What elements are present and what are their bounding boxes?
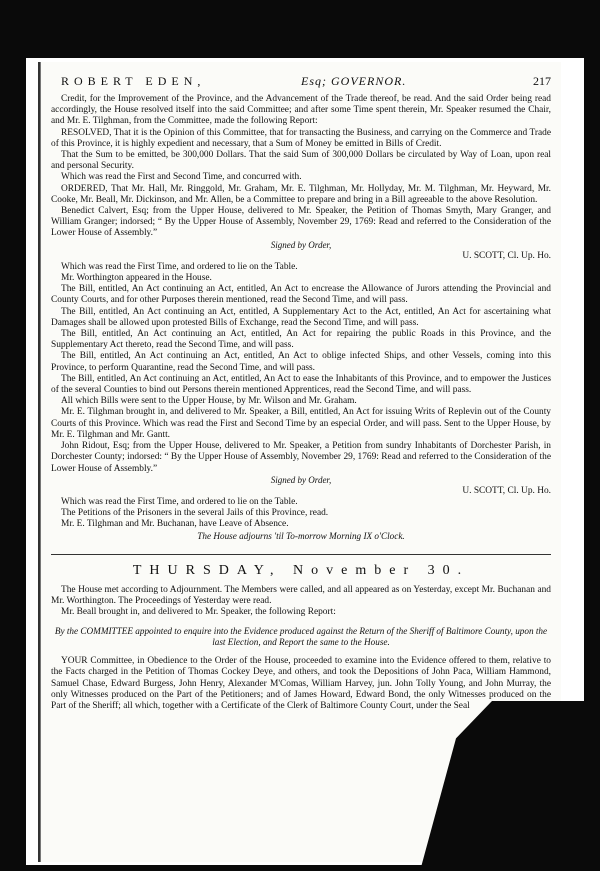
page-number: 217	[533, 74, 551, 88]
paragraph: That the Sum to be emitted, be 300,000 Dollars. That the said Sum of 300,000 Dollars be circulated by Way of Loan, upon real and personal Security.	[51, 150, 551, 172]
paragraph: Benedict Calvert, Esq; from the Upper House, delivered to Mr. Speaker, the Petition of Thomas Smyth, Mary Granger, and William Granger; indorsed; “ By the Upper House of Assembly, November 29, 1769: Read and referred to the Consideration of the Lower House of Assembly.”	[51, 206, 551, 239]
paragraph: Mr. Worthington appeared in the House.	[61, 273, 212, 284]
paragraph: The Bill, entitled, An Act continuing an Act, entitled, An Act to oblige infected Ships, and other Vessels, coming into this Province, to perform Quarantine, read the Second Time, and will pass.	[51, 351, 551, 373]
paragraph: Mr. E. Tilghman brought in, and delivered to Mr. Speaker, a Bill, entitled, An Act for issuing Writs of Replevin out of the County Courts of this Province. Which was read the First and Second Time by an especial Order, and will pass. Sent to the Upper House, by Mr. E. Tilghman and Mr. Gantt.	[51, 407, 551, 440]
running-head: ROBERT EDEN,	[61, 74, 206, 88]
paragraph: RESOLVED, That it is the Opinion of this Committee, that for transacting the Business, and carrying on the Commerce and Trade of this Province, it is highly expedient and necessary, that a Sum of Money be emitted in Bills of Credit.	[51, 127, 551, 149]
running-title: Esq; GOVERNOR.	[301, 74, 407, 88]
page-content	[51, 72, 551, 712]
paragraph: Credit, for the Improvement of the Province, and the Advancement of the Trade thereof, be read. And the said Order being read accordingly, the House resolved itself into the said Committee; and after some Time spent therein, Mr. Speaker resumed the Chair, and Mr. E. Tilghman, from the Committee, made the following Report:	[51, 94, 551, 127]
paragraph: The House met according to Adjournment. The Members were called, and all appeared as on Yesterday, except Mr. Buchanan and Mr. Worthington. The Proceedings of Yesterday were read.	[51, 584, 551, 606]
paragraph: Mr. E. Tilghman and Mr. Buchanan, have Leave of Absence.	[61, 519, 289, 530]
section-rule	[51, 554, 551, 555]
paragraph: John Ridout, Esq; from the Upper House, delivered to Mr. Speaker, a Petition from sundry Inhabitants of Dorchester Parish, in Dorchester County; indorsed: “ By the Upper House of Assembly, November 29, 1769: Read and referred to the Consideration of the Lower House of Assembly.”	[51, 441, 551, 474]
committee-heading: By the COMMITTEE appointed to enquire into the Evidence produced against the Return of the Sheriff of Baltimore County, upon the last Election, and Report the same to the House.	[54, 626, 548, 648]
paragraph: Mr. Beall brought in, and delivered to Mr. Speaker, the following Report:	[61, 606, 336, 617]
scan-border-top	[0, 0, 600, 58]
signature-by-order: Signed by Order,	[270, 474, 332, 485]
paragraph: Which was read the First Time, and ordered to lie on the Table.	[61, 496, 298, 507]
paragraph: The Bill, entitled, An Act continuing an Act, entitled, An Act to ease the Inhabitants of this Province, and to empower the Justices of the several Counties to bind out Persons therein mentioned Apprentices, read the Second Time, and will pass.	[51, 373, 551, 396]
paragraph: Which was read the First and Second Time, and concurred with.	[61, 172, 302, 183]
report-paragraph: YOUR Committee, in Obedience to the Order of the House, proceeded to examine into the Evidence offered to them, relative to the Facts charged in the Petition of Thomas Cockey Deye, and others, and took the Depositions of John Paca, William Hammond, Samuel Chase, Edward Burgess, John Henry, Alexander M'Comas, William Harvey, jun. John Tolly Young, and John Murray, the only Witnesses produced on the Part of the Petitioners; and of James Howard, Edward Bond, the only Witnesses produced on the Part of the Sheriff; all which, together with a Certificate of the Clerk of Baltimore County Court, under the Seal	[51, 656, 551, 711]
paragraph: Which was read the First Time, and ordered to lie on the Table.	[61, 261, 298, 272]
adjournment-line: The House adjourns 'til To-morrow Morning IX o'Clock.	[197, 530, 405, 541]
paragraph: ORDERED, That Mr. Hall, Mr. Ringgold, Mr. Graham, Mr. E. Tilghman, Mr. Hollyday, Mr. M. Tilghman, Mr. Heyward, Mr. Cooke, Mr. Beall, Mr. Dickinson, and Mr. Allen, be a Committee to prepare and bring in a Bill agreeable to the above Resolution.	[51, 183, 551, 205]
paragraph: The Petitions of the Prisoners in the several Jails of this Province, read.	[61, 508, 329, 519]
day-heading: THURSDAY, November 30.	[132, 562, 470, 578]
signature-name: U. SCOTT, Cl. Up. Ho.	[462, 485, 551, 496]
running-header	[51, 72, 551, 94]
paragraph: The Bill, entitled, An Act continuing an Act, entitled, An Act for repairing the public Roads in this Province, and the Supplementary Act thereto, read the Second Time, and will pass.	[51, 329, 551, 351]
paragraph: All which Bills were sent to the Upper House, by Mr. Wilson and Mr. Graham.	[61, 396, 357, 407]
scan-border-left	[0, 0, 26, 871]
signature-name: U. SCOTT, Cl. Up. Ho.	[462, 250, 551, 261]
paragraph: The Bill, entitled, An Act continuing an Act, entitled, An Act to encrease the Allowance of Jurors attending the Provincial and County Courts, and for other Purposes therein mentioned, read the Second Time, and will pass.	[51, 284, 551, 306]
paragraph: The Bill, entitled, An Act continuing an Act, entitled, A Supplementary Act to the Act, entitled, An Act for ascertaining what Damages shall be allowed upon protested Bills of Exchange, read the Second Time, and will pass.	[51, 306, 551, 328]
signature-by-order: Signed by Order,	[270, 239, 332, 250]
